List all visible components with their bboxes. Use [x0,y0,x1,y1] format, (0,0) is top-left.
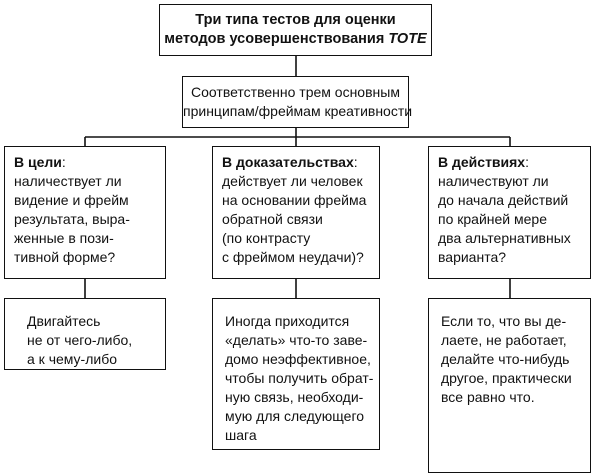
criterion-box-actions [428,146,591,279]
diagram-title-box [159,4,432,56]
advice-box-goal [4,298,166,370]
criterion-line: с фреймом неудачи)? [222,249,364,265]
advice-line: Если то, что вы де- [441,313,567,329]
criterion-line: тивной форме? [14,249,116,265]
criterion-heading-bold: В доказательствах [222,154,354,170]
advice-line: другое, практически [441,370,572,386]
advice-line: мую для следующего [225,408,365,424]
subtitle-line-2: принципам/фреймам креативности [183,103,413,119]
title-line-2-main: методов усовершенствования [164,31,389,47]
criterion-line: наличествует ли [14,173,122,189]
criterion-line: женные в пози- [14,230,114,246]
criterion-line: действует ли человек [222,173,363,189]
subtitle-box [182,76,413,128]
criterion-heading [222,153,379,172]
advice-line: а к чему-либо [27,351,118,367]
subtitle-line-1: Соответственно трем основным [191,84,400,100]
criterion-line: обратной связи [222,211,323,227]
criterion-box-evidence [212,146,380,279]
advice-box-actions [428,298,591,473]
criterion-line: (по контрасту [222,230,311,246]
criterion-line: видение и фрейм [14,192,129,208]
advice-line: «делать» что-то заве- [225,332,368,348]
advice-box-evidence [212,298,380,450]
criterion-heading-colon: : [353,154,358,170]
criterion-line: варианта? [438,249,507,265]
advice-line: не от чего-либо, [27,332,133,348]
criterion-heading [14,153,165,172]
criterion-heading-bold: В действиях [438,154,526,170]
criterion-heading [438,153,590,172]
advice-line: домо неэффективное, [225,351,371,367]
criterion-line: наличествуют ли [438,173,549,189]
advice-line: все равно что. [441,389,535,405]
advice-line: делайте что-нибудь [441,351,570,367]
title-line-2 [160,30,431,49]
advice-line: ную связь, необходи- [225,389,364,405]
advice-line: шага [225,427,257,443]
criterion-line: по крайней мере [438,211,547,227]
criterion-heading-colon: : [525,154,529,170]
criterion-box-goal [4,146,166,279]
criterion-line: два альтернативных [438,230,571,246]
advice-line: Иногда приходится [225,313,350,329]
advice-line: Двигайтесь [27,313,101,329]
criterion-line: на основании фрейма [222,192,367,208]
advice-line: чтобы получить обрат- [225,370,374,386]
title-tote-term: TOTE [388,31,427,47]
advice-line: лаете, не работает, [441,332,567,348]
criterion-line: до начала действий [438,192,569,208]
criterion-heading-bold: В цели [14,154,62,170]
criterion-heading-colon: : [61,154,66,170]
title-line-1: Три типа тестов для оценки [195,12,396,28]
criterion-line: результата, выра- [14,211,130,227]
